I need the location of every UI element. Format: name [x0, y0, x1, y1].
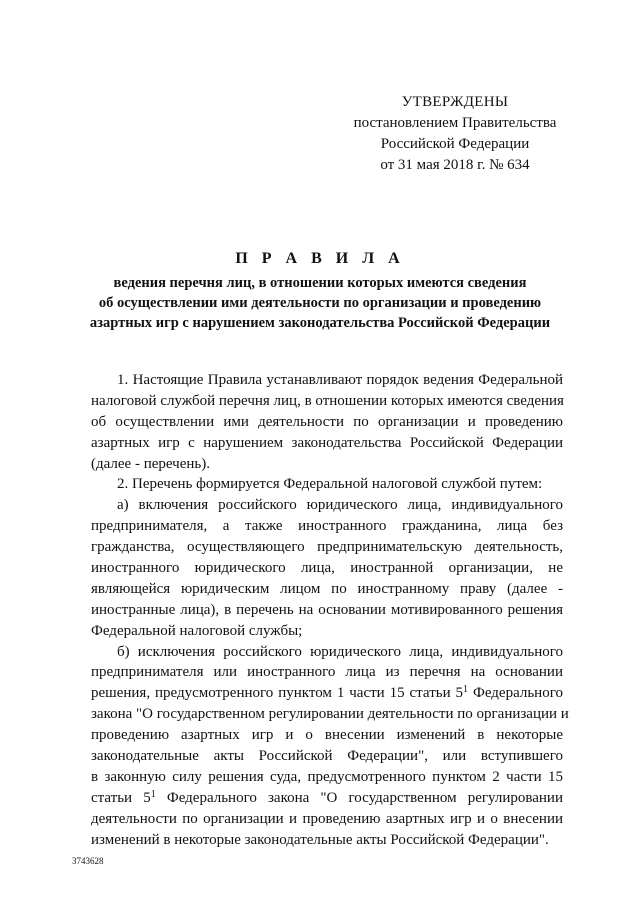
item-b-line: деятельности по организации и проведению азартных игр и о внесении [91, 810, 563, 827]
item-b-line: законодательные акты Российской Федерации", или вступившего [91, 748, 563, 765]
paragraph-1-line: 1. Настоящие Правила устанавливают порядок ведения Федеральной [117, 372, 563, 388]
item-b-line: закона "О государственном регулировании деятельности по организации и [91, 706, 569, 723]
item-a-line: иностранного юридического лица, иностранной организации, не [91, 560, 563, 577]
item-a-line: предпринимателя, а также иностранного гражданина, лица без [91, 518, 563, 535]
item-a-line: гражданства, осуществляющего предпринимательскую деятельность, [91, 539, 563, 556]
subtitle-line: об осуществлении ими деятельности по организации и проведению [98, 295, 542, 311]
superscript: 1 [463, 684, 469, 696]
document-subtitle [60, 273, 580, 333]
item-a-line: иностранные лица), в перечень на основании мотивированного решения [91, 601, 563, 618]
approval-line: постановлением Правительства [353, 115, 557, 131]
item-b-text: решения, предусмотренного пунктом 1 части 15 статьи 5 [91, 685, 464, 702]
approval-line: Российской Федерации [380, 136, 530, 152]
subtitle-line: азартных игр с нарушением законодательства Российской Федерации [89, 315, 551, 331]
document-code: 3743628 [72, 856, 104, 866]
item-a-line: а) включения российского юридического лица, индивидуального [117, 497, 563, 514]
paragraph-1-line: азартных игр с нарушением законодательства Российской Федерации [91, 434, 563, 451]
approval-date-number: от 31 мая 2018 г. № 634 [380, 157, 530, 173]
item-b-line: предпринимателя или иностранного лица из перечня на основании [91, 664, 563, 681]
paragraph-1-line: налоговой службой перечня лиц, в отношении которых имеются сведения [91, 392, 564, 409]
item-a-line: являющейся юридическим лицом по иностранному праву (далее - [91, 580, 563, 597]
approval-heading: УТВЕРЖДЕНЫ [401, 94, 509, 110]
item-b-text: Федерального [468, 685, 563, 702]
item-a-line: Федеральной налоговой службы; [91, 622, 303, 639]
approval-stamp [340, 92, 570, 176]
document-title: П Р А В И Л А [235, 250, 405, 267]
item-b-line: изменений в некоторые законодательные акты Российской Федерации". [91, 831, 549, 848]
item-b-line [91, 788, 563, 809]
subtitle-line: ведения перечня лиц, в отношении которых имеются сведения [113, 275, 527, 291]
item-b-line: б) исключения российского юридического лица, индивидуального [117, 643, 563, 660]
superscript: 1 [150, 788, 156, 800]
item-b-text: статьи 5 [91, 789, 151, 806]
item-b-line: в законную силу решения суда, предусмотренного пунктом 2 части 15 [91, 768, 563, 785]
document-body [91, 370, 569, 850]
paragraph-1-line: (далее - перечень). [91, 455, 210, 472]
paragraph-2-line: 2. Перечень формируется Федеральной налоговой службой путем: [117, 476, 543, 493]
item-b-line: проведению азартных игр и о внесении изменений в некоторые [91, 727, 563, 744]
item-b-text: Федерального закона "О государственном регулировании [155, 789, 563, 806]
item-b-line [91, 683, 563, 704]
paragraph-1-line: об осуществлении ими деятельности по организации и проведению [91, 413, 563, 430]
